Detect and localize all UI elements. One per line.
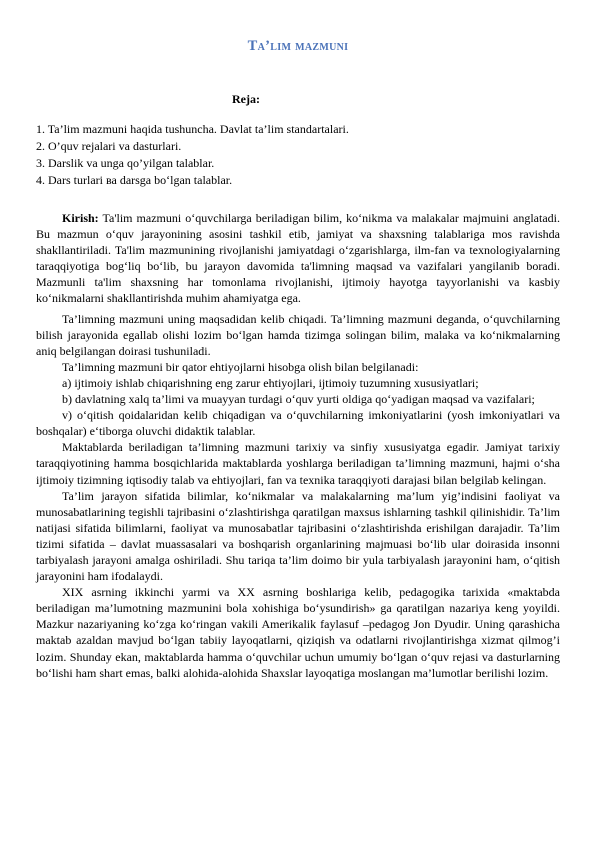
plan-item: 2. O’quv rejalari va dasturlari. bbox=[36, 139, 182, 153]
paragraph: Ta’lim jarayon sifatida bilimlar, ko‘nikmalar va malakalarning ma’lum yig’indisini faoliyat va munosabatlarining tegishli tajribasini o‘zlashtirishga qaratilgan maxsus ishlarning tashkil qilinishidir. Ta’lim natijasi sifatida bilimlarni, faoliyat va munosabatlar tajribasini o‘zlashtirishda erishilgan darajadir. Ta’lim tizimi sifatida – davlat muassasalari va boshqarish organlarining majmuasi bo‘lib ular doirasida insonni tarbiyalash jarayoni amalga oshiriladi. Shu tariqa ta’lim doimo bir yula tarbiyalash jarayonini ham, o‘qitish jarayonini ham ifodalaydi. bbox=[36, 488, 560, 584]
plan-list bbox=[36, 121, 560, 189]
paragraph-lead: Kirish: bbox=[62, 211, 99, 225]
paragraph: Ta’limning mazmuni uning maqsadidan kelib chiqadi. Ta’limning mazmuni deganda, o‘quvchilarning bilish jarayonida egallab olishi lozim bo‘lgan hamda tizimga solingan bilim, malaka va ko‘nikmalarning aniq belgilangan doirasi tushuniladi. bbox=[36, 311, 560, 358]
document-body bbox=[36, 210, 560, 681]
plan-item: 1. Ta’lim mazmuni haqida tushuncha. Davlat ta’lim standartalari. bbox=[36, 122, 349, 136]
paragraph: XIX asrning ikkinchi yarmi va XX asrning boshlariga kelib, pedagogika tarixida «maktabda beriladigan ma’lumotning mazmunini bola xohishiga bo‘ysundirish» ga qaratilgan nazariya keng yoyildi. Mazkur nazariyaning ko‘zga ko‘ringan vakili Amerikalik faylasuf –pedagog Jon Dyudir. Uning qarashicha maktab azaldan mavjud bo‘lgan tabiiy layoqatlarni, qiziqish va odatlarni rivojlantirishga xizmat qilmog’i lozim. Shunday ekan, maktablarda hamma o‘quvchilar uchun umumiy bo‘lgan o‘quv rejasi va dasturlarning bo‘lishi ham shart emas, balki alohida-alohida Shaxslar layoqatiga moslangan ma’lumotlar berilishi lozim. bbox=[36, 585, 560, 680]
plan-item: 3. Darslik va unga qo’yilgan talablar. bbox=[36, 156, 215, 170]
document-title: Ta’lim mazmuni bbox=[247, 38, 349, 54]
paragraph: Ta’limning mazmuni bir qator ehtiyojlarni hisobga olish bilan belgilanadi: bbox=[62, 359, 419, 374]
paragraph: b) davlatning xalq ta’limi va muayyan turdagi o‘quv yurti oldiga qo‘yadigan maqsad va vazifalari; bbox=[62, 392, 535, 407]
paragraph: Maktablarda beriladigan ta’limning mazmuni tarixiy va sinfiy xususiyatga egadir. Jamiyat tarixiy taraqqiyotining hamma bosqichlarida maktablarda yoshlarga beriladigan ta’limning mazmuni, hajmi o‘sha ijtimoiy tizimning iqtisodiy talab va ehtiyojlari, fan va texnika taraqqiyoti darajasi bilan belgilab kelingan. bbox=[36, 440, 560, 487]
paragraph: a) ijtimoiy ishlab chiqarishning eng zarur ehtiyojlari, ijtimoiy tuzumning xususiyatlari; bbox=[62, 375, 479, 390]
paragraph: v) o‘qitish qoidalaridan kelib chiqadigan va o‘quvchilarning imkoniyatlarini (yosh imkoniyatlari va boshqalar) e‘tiborga oluvchi didaktik talablar. bbox=[36, 408, 560, 439]
paragraph-intro bbox=[36, 210, 560, 307]
paragraph-text: Ta'lim mazmuni o‘quvchilarga beriladigan bilim, ko‘nikma va malakalar majmuini anglatadi. Bu mazmun o‘quv jarayonining asosini tashkil etib, jamiyat va shaxsning talablariga mos ravishda shakllantiriladi. Ta'lim mazmunining rivojlanishi jamiyatdagi o‘zgarishlarga, ilm-fan va texnologiyalarning taraqqiyotiga bog‘liq bo‘lib, bu jarayon davomida ta'limning maqsad va vazifalari yangilanib boradi. Mazmunli ta'lim shaxsning har tomonlama rivojlanishi, ijtimoiy hayotga tayyorlanishi va kasbiy ko‘nikmalarni shakllantirishda muhim ahamiyatga ega. bbox=[36, 211, 560, 306]
plan-heading: Reja: bbox=[232, 92, 260, 106]
plan-item: 4. Dars turlari ва darsga bo‘lgan talablar. bbox=[36, 173, 233, 187]
